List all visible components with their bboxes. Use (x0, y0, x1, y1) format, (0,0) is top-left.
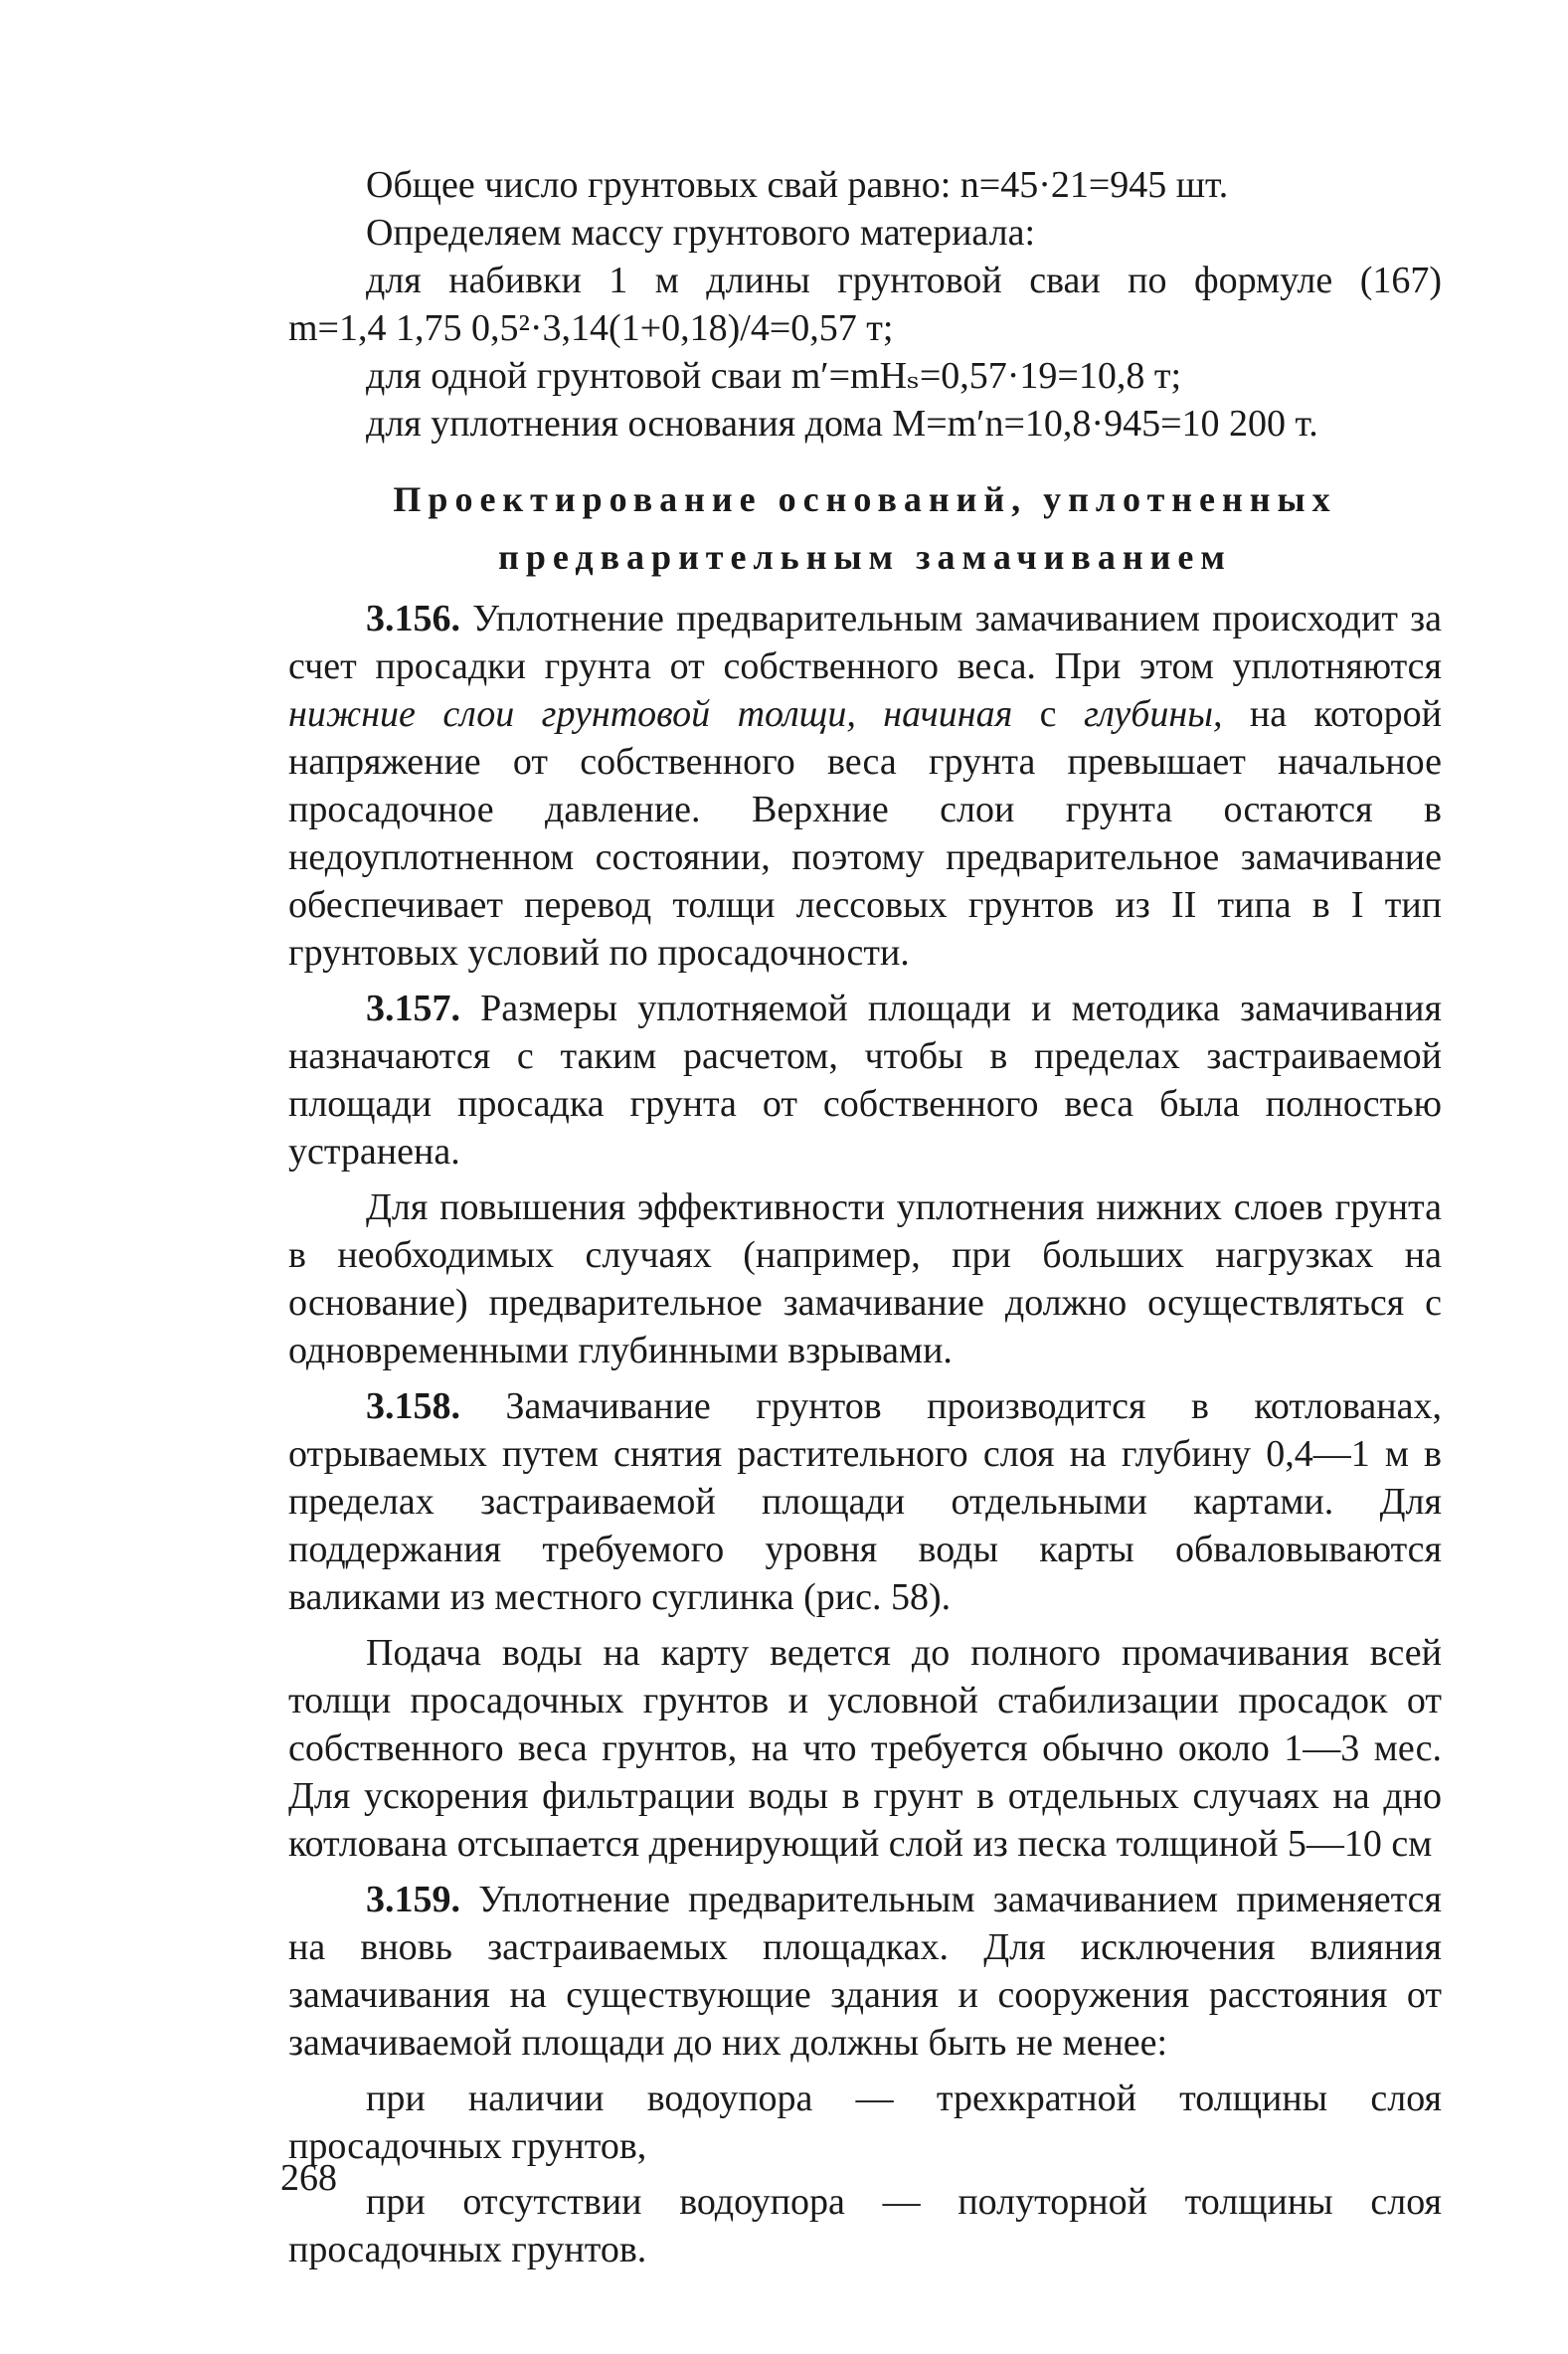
paragraph-number: 3.156. (366, 598, 460, 639)
material-mass-line: Определяем массу грунтового материала: (366, 212, 1035, 254)
paragraph-text: Замачивание грунтов производится в котлованах, отрываемых путем снятия растительного слоя на глубину 0,4—1 м в пределах застраиваемой площади отдельными картами. Для поддержания требуемого уровня воды карты обваловываются валиками из местного суглинка (рис. 58). (288, 1385, 1442, 1618)
paragraph-number: 3.157. (366, 988, 460, 1029)
paragraph-text: Размеры уплотняемой площади и методика замачивания назначаются с таким расчетом, чтобы в пределах застраиваемой площади просадка грунта от собственного веса была полностью устранена. (288, 988, 1442, 1173)
page-number: 268 (280, 2157, 337, 2199)
paragraph-text: Уплотнение предварительным замачиванием происходит за счет просадки грунта от собственного веса. При этом уплотняются (288, 598, 1442, 687)
paragraph-text: с (1012, 693, 1084, 735)
paragraph-italic-text: глубины, (1083, 693, 1223, 735)
paragraph-text: Уплотнение предварительным замачиванием применяется на вновь застраиваемых площадках. Для исключения влияния замачивания на существующие здания и сооружения расстояния от замачиваемой площади до них должны быть не менее: (288, 1879, 1442, 2064)
section-heading-line-1: Проектирование оснований, уплотненных (393, 479, 1337, 519)
paragraph-3-157 (288, 985, 1442, 1176)
paragraph-number: 3.159. (366, 1879, 460, 1920)
main-text (288, 595, 1442, 2273)
paragraph-water-supply: Подача воды на карту ведется до полного промачивания всей толщи просадочных грунтов и условной стабилизации просадок от собственного веса грунтов, на что требуется обычно около 1—3 мес. Для ускорения фильтрации воды в грунт в отдельных случаях на дно котлована отсыпается дренирующий слой из песка толщиной 5—10 см (288, 1632, 1442, 1865)
calculation-block (288, 161, 1442, 448)
section-heading-line-2: предварительным замачиванием (498, 537, 1232, 577)
list-item-with-aquiclude: при наличии водоупора — трехкратной толщины слоя просадочных грунтов, (288, 2078, 1442, 2167)
single-pile-line: для одной грунтовой сваи m′=mHₛ=0,57·19=10,8 т; (366, 355, 1182, 397)
paragraph-italic-text: нижние слои грунтовой толщи, начиная (288, 693, 1013, 735)
paragraph-text: на которой напряжение от собственного веса грунта превышает начальное просадочное давление. Верхние слои грунта остаются в недоуплотненном состоянии, поэтому предварительное замачивание обеспечивает перевод толщи лессовых грунтов из II типа в I тип грунтовых условий по просадочности. (288, 693, 1442, 974)
paragraph-3-156 (288, 595, 1442, 977)
paragraph-3-158 (288, 1382, 1442, 1621)
paragraph-explosions: Для повышения эффективности уплотнения нижних слоев грунта в необходимых случаях (например, при больших нагрузках на основание) предварительное замачивание должно осуществляться с одновременными глубинными взрывами. (288, 1186, 1442, 1371)
list-item-without-aquiclude: при отсутствии водоупора — полуторной толщины слоя просадочных грунтов. (288, 2181, 1442, 2270)
paragraph-3-159 (288, 1876, 1442, 2067)
total-piles-line: Общее число грунтовых свай равно: n=45·21=945 шт. (366, 164, 1229, 206)
section-heading (288, 473, 1442, 583)
paragraph-number: 3.158. (366, 1385, 460, 1427)
formula-line: m=1,4 1,75 0,5²·3,14(1+0,18)/4=0,57 т; (288, 307, 894, 349)
foundation-compaction-line: для уплотнения основания дома M=m′n=10,8·945=10 200 т. (366, 403, 1318, 445)
formula-intro-line: для набивки 1 м длины грунтовой сваи по формуле (167) (366, 260, 1442, 301)
